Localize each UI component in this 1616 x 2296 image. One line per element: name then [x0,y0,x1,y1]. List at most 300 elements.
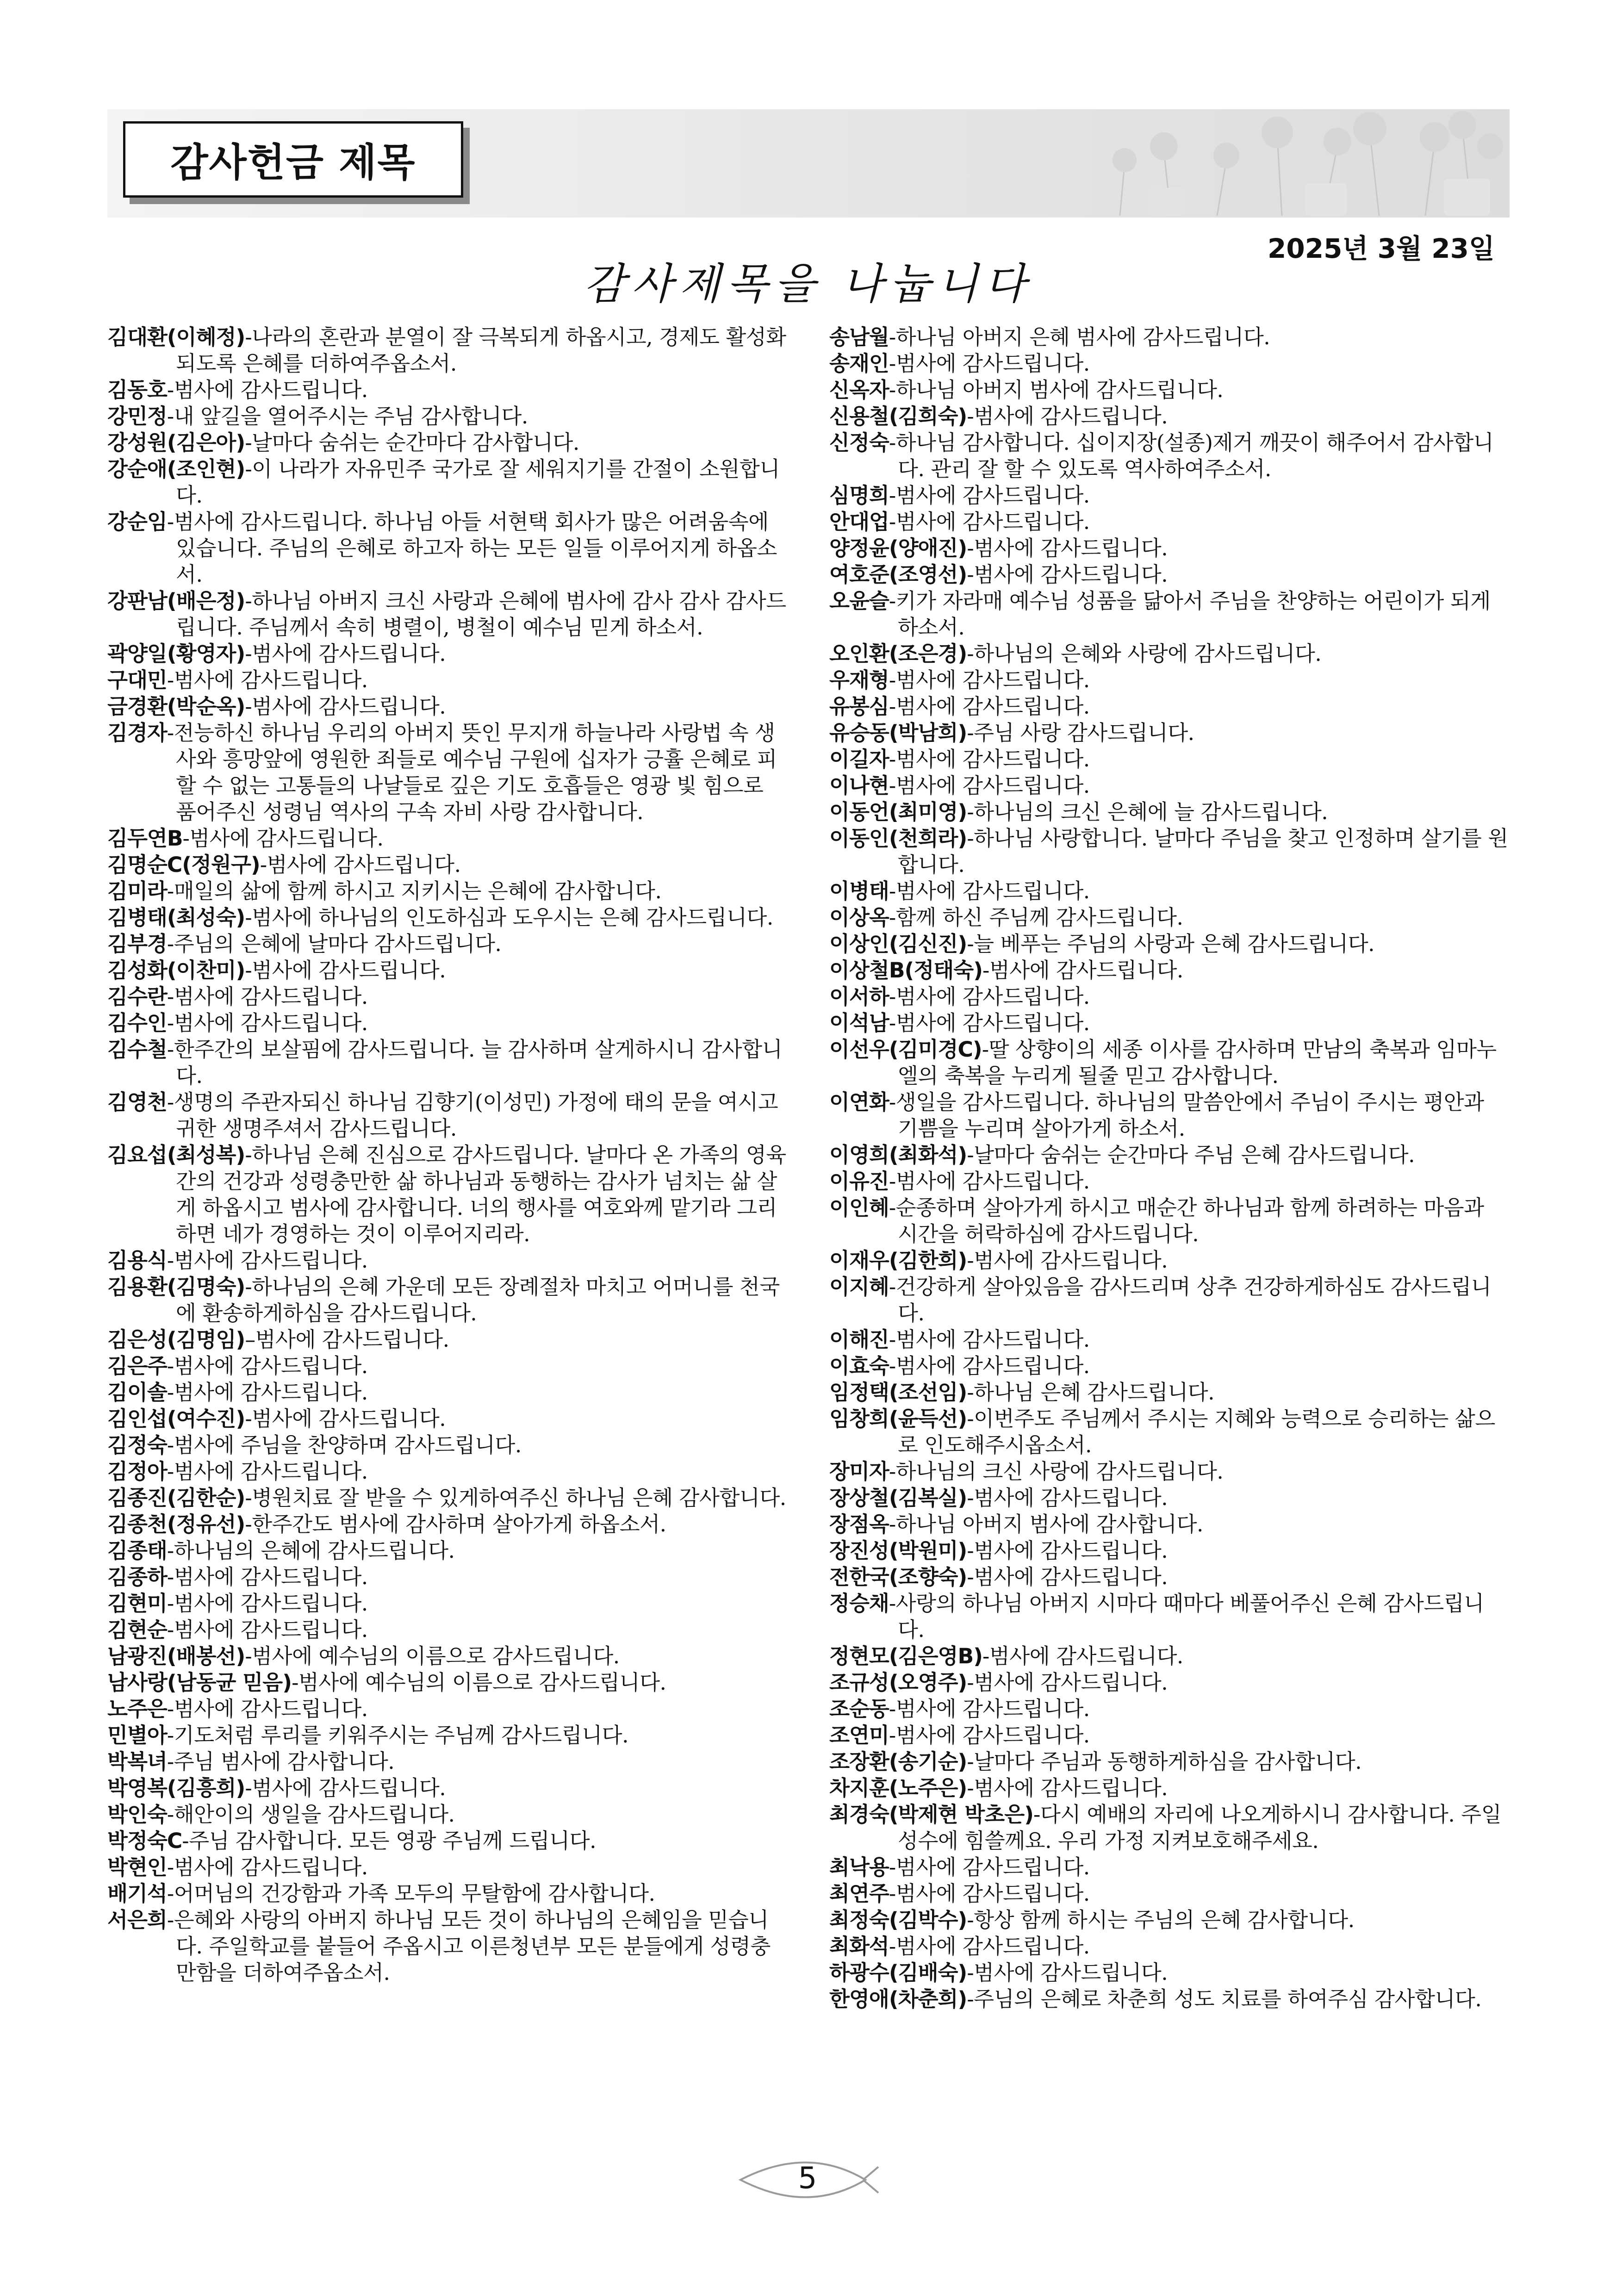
thanksgiving-text: -하나님 감사합니다. 십이지장(설종)제거 깨끗이 해주어서 감사합니다. 관리 잘 할 수 있도록 역사하여주소서. [889,430,1494,481]
thanksgiving-text: -범사에 감사드립니다. [967,404,1168,429]
donor-name: 박인숙 [107,1802,167,1827]
donor-name: 장진성(박원미) [829,1538,967,1563]
thanksgiving-text: -하나님의 은혜 가운데 모든 장례절차 마치고 어머니를 천국에 환송하게하심을 감사드립니다. [176,1275,780,1325]
thanksgiving-text: -범사에 감사드립니다. [889,1881,1090,1906]
thanksgiving-text: -딸 상향이의 세종 이사를 감사하며 만남의 축복과 임마누엘의 축복을 누리게 될줄 믿고 감사합니다. [898,1037,1497,1088]
donor-name: 김현미 [107,1591,167,1616]
donor-name: 정현모(김은영B) [829,1644,982,1668]
donor-name: 김수철 [107,1037,167,1062]
donor-name: 이효숙 [829,1354,889,1378]
thanksgiving-entry [107,667,788,693]
thanksgiving-text: -범사에 감사드립니다. [245,1406,446,1431]
thanksgiving-entry [829,1458,1510,1485]
thanksgiving-text: -범사에 감사드립니다. [260,852,461,877]
thanksgiving-entry [829,904,1510,931]
donor-name: 조규성(오영주) [829,1670,967,1695]
section-title: 감사헌금 제목 [170,140,416,185]
thanksgiving-text: -범사에 감사드립니다. [889,1011,1090,1035]
thanksgiving-entry [829,561,1510,588]
thanksgiving-text: -주님 사랑 감사드립니다. [967,721,1194,745]
donor-name: 김용식 [107,1248,167,1273]
donor-name: 조순동 [829,1697,889,1721]
thanksgiving-entry [829,1247,1510,1274]
donor-name: 민별아 [107,1723,167,1748]
thanksgiving-entry [107,983,788,1010]
donor-name: 김용환(김명숙) [107,1275,245,1299]
thanksgiving-entry [107,1485,788,1511]
thanksgiving-entry [829,535,1510,561]
thanksgiving-entry [829,772,1510,799]
thanksgiving-text: -한주간의 보살핌에 감사드립니다. 늘 감사하며 살게하시니 감사합니다. [167,1037,783,1088]
donor-name: 이선우(김미경C) [829,1037,982,1062]
donor-name: 김은주 [107,1354,167,1378]
thanksgiving-entry [829,1590,1510,1643]
donor-name: 김인섭(여수진) [107,1406,245,1431]
thanksgiving-entry [829,1379,1510,1406]
thanksgiving-text: -범사에 감사드립니다. [167,1855,368,1879]
thanksgiving-text: -범사에 감사드립니다. [245,958,446,983]
thanksgiving-text: -은혜와 사랑의 아버지 하나님 모든 것이 하나님의 은혜임을 믿습니다. 주일학교를 붙들어 주옵시고 이른청년부 모든 분들에게 성령충만함을 더하여주옵소서. [167,1908,771,1985]
thanksgiving-entry [829,720,1510,746]
donor-name: 장미자 [829,1459,889,1484]
thanksgiving-entry [107,693,788,720]
donor-name: 이서하 [829,984,889,1009]
donor-name: 김정아 [107,1459,167,1484]
donor-name: 배기석 [107,1881,167,1906]
page-number-badge [731,2152,884,2208]
thanksgiving-text: -이번주도 주님께서 주시는 지혜와 능력으로 승리하는 삶으로 인도해주시옵소서. [898,1406,1495,1457]
donor-name: 금경환(박순옥) [107,694,245,719]
donor-name: 우재형 [829,668,889,692]
donor-name: 김성화(이찬미) [107,958,245,983]
thanksgiving-entry [107,931,788,957]
donor-name: 김요섭(최성복) [107,1143,245,1167]
thanksgiving-entry [107,904,788,931]
thanksgiving-text: -범사에 감사드립니다. [167,1248,368,1273]
donor-name: 이영희(최화석) [829,1143,967,1167]
thanksgiving-text: -날마다 숨쉬는 순간마다 주님 은혜 감사드립니다. [967,1143,1415,1167]
thanksgiving-text: -범사에 감사드립니다. [967,1960,1168,1985]
donor-name: 임정택(조선임) [829,1380,967,1405]
thanksgiving-entry [107,1406,788,1432]
donor-name: 심명희 [829,483,889,508]
donor-name: 박복녀 [107,1749,167,1774]
thanksgiving-entry [829,482,1510,509]
thanksgiving-text: -범사에 감사드립니다. [167,1380,368,1405]
donor-name: 박정숙C [107,1829,182,1853]
thanksgiving-text: -범사에 감사드립니다. 하나님 아들 서현택 회사가 많은 어려움속에 있습니다. 주님의 은혜로 하고자 하는 모든 일들 이루어지게 하옵소서. [167,510,777,587]
donor-name: 김종진(김한순) [107,1486,245,1510]
thanksgiving-text: -범사에 감사드립니다. [967,1538,1168,1563]
donor-name: 곽양일(황영자) [107,641,245,666]
thanksgiving-entry [829,983,1510,1010]
donor-name: 이연화 [829,1090,889,1114]
thanksgiving-text: -하나님의 은혜에 감사드립니다. [167,1538,455,1563]
donor-name: 조연미 [829,1723,889,1748]
donor-name: 이인혜 [829,1195,889,1220]
thanksgiving-entry [829,509,1510,535]
thanksgiving-entry [107,1590,788,1617]
flower-bouquet-illustration [1064,109,1510,218]
thanksgiving-text: -하나님 아버지 크신 사랑과 은혜에 범사에 감사 감사 감사드립니다. 주님께서 속히 병렬이, 병철이 예수님 믿게 하소서. [176,589,786,640]
donor-name: 김미라 [107,879,167,903]
thanksgiving-entry [829,1353,1510,1379]
thanksgiving-text: -범사에 감사드립니다. [167,1459,368,1484]
donor-name: 한영애(차춘희) [829,1987,967,2011]
thanksgiving-text: -주님 범사에 감사합니다. [167,1749,395,1774]
thanksgiving-text: -범사에 감사드립니다. [245,1776,446,1800]
thanksgiving-entry [829,825,1510,878]
donor-name: 이상철B(정태숙) [829,958,982,983]
thanksgiving-text: -범사에 감사드립니다. [167,1697,368,1721]
donor-name: 최낙용 [829,1855,889,1879]
thanksgiving-entry [107,1142,788,1247]
page-subtitle: 감사제목을 나눕니다 [584,259,1032,309]
thanksgiving-entry [829,1089,1510,1142]
donor-name: 오인환(조은경) [829,641,967,666]
donor-name: 임창희(윤득선) [829,1406,967,1431]
thanksgiving-text: -하나님 은혜 감사드립니다. [967,1380,1215,1405]
thanksgiving-entry [107,852,788,878]
donor-name: 여호준(조영선) [829,562,967,587]
donor-name: 김현순 [107,1618,167,1642]
thanksgiving-text: -하나님 은혜 진심으로 감사드립니다. 날마다 온 가족의 영육간의 건강과 성령충만한 삶 하나님과 동행하는 감사가 넘치는 삶 살게 하옵시고 범사에 감사합니다. 너의 행사를 여호와께 맡기라 그리하면 네가 경영하는 것이 이루어지리라. [176,1143,786,1246]
donor-name: 노주은 [107,1697,167,1721]
donor-name: 최연주 [829,1881,889,1906]
thanksgiving-entry [829,878,1510,904]
thanksgiving-entry [107,1801,788,1828]
thanksgiving-text: -주님의 은혜에 날마다 감사드립니다. [167,932,502,956]
thanksgiving-entry [107,1617,788,1643]
donor-name: 장점옥 [829,1512,889,1537]
thanksgiving-entry [107,1036,788,1089]
thanksgiving-text: -이 나라가 자유민주 국가로 잘 세워지기를 간절이 소원합니다. [176,457,780,508]
thanksgiving-entry [107,324,788,377]
thanksgiving-entry [829,1880,1510,1907]
thanksgiving-text: -범사에 감사드립니다. [967,1565,1168,1589]
donor-name: 오윤슬 [829,589,889,613]
thanksgiving-entry [829,1195,1510,1247]
donor-name: 이지혜 [829,1275,889,1299]
thanksgiving-text: -함께 하신 주님께 감사드립니다. [889,905,1183,930]
thanksgiving-entry [829,1643,1510,1669]
thanksgiving-text: -기도처럼 루리를 키워주시는 주님께 감사드립니다. [167,1723,629,1748]
thanksgiving-entry [107,720,788,825]
donor-name: 김종천(정유선) [107,1512,245,1537]
thanksgiving-text: -범사에 하나님의 인도하심과 도우시는 은혜 감사드립니다. [245,905,773,930]
section-title-box [123,121,463,198]
donor-name: 김경자 [107,721,167,745]
thanksgiving-text: -범사에 감사드립니다. [889,984,1090,1009]
thanksgiving-entry [107,1696,788,1722]
thanksgiving-entry [829,1722,1510,1748]
thanksgiving-text: -하나님 아버지 범사에 감사드립니다. [889,378,1224,402]
thanksgiving-entry [829,377,1510,403]
thanksgiving-text: -다시 예배의 자리에 나오게하시니 감사합니다. 주일 성수에 힘쓸께요. 우리 가정 지켜보호해주세요. [898,1802,1502,1853]
thanksgiving-text: -범사에 감사드립니다. [167,1011,368,1035]
donor-name: 구대민 [107,668,167,692]
thanksgiving-text: -범사에 감사드립니다. [167,1354,368,1378]
donor-name: 최경숙(박제현 박초은) [829,1802,1034,1827]
thanksgiving-text: -하나님의 크신 은혜에 늘 감사드립니다. [967,800,1328,824]
donor-name: 김종태 [107,1538,167,1563]
thanksgiving-text: -항상 함께 하시는 주님의 은혜 감사합니다. [967,1908,1355,1932]
thanksgiving-entry [829,931,1510,957]
thanksgiving-text: -키가 자라매 예수님 성품을 닮아서 주님을 찬양하는 어린이가 되게 하소서. [889,589,1491,640]
thanksgiving-entry [107,641,788,667]
thanksgiving-text: -범사에 감사드립니다. [167,1591,368,1616]
donor-name: 강민정 [107,404,167,429]
thanksgiving-text: -범사에 감사드립니다. [967,536,1168,560]
thanksgiving-entry [829,1933,1510,1960]
thanksgiving-text: -범사에 감사드립니다. [889,1723,1090,1748]
thanksgiving-text: -범사에 감사드립니다. [889,773,1090,798]
thanksgiving-entry [829,667,1510,693]
thanksgiving-text: -어머님의 건강함과 가족 모두의 무탈함에 감사합니다. [167,1881,655,1906]
thanksgiving-entry [107,1907,788,1986]
donor-name: 김종하 [107,1565,167,1589]
donor-name: 김영천 [107,1090,167,1114]
thanksgiving-text: -매일의 삶에 함께 하시고 지키시는 은혜에 감사합니다. [167,879,662,903]
donor-name: 신옥자 [829,378,889,402]
thanksgiving-text: -범사에 감사드립니다. [967,1248,1168,1273]
thanksgiving-entry [829,1669,1510,1696]
thanksgiving-entry [829,1537,1510,1564]
donor-name: 신용철(김희숙) [829,404,967,429]
thanksgiving-entry [107,1564,788,1590]
thanksgiving-text: -범사에 감사드립니다. [889,351,1090,376]
thanksgiving-entry [829,1168,1510,1195]
thanksgiving-entry [107,878,788,904]
thanksgiving-entry [107,1828,788,1854]
donor-name: 김대환(이혜정) [107,325,245,349]
thanksgiving-entry [107,1775,788,1801]
donor-name: 이재우(김한희) [829,1248,967,1273]
thanksgiving-text: -범사에 감사드립니다. [167,1618,368,1642]
thanksgiving-text: -범사에 감사드립니다. [889,747,1090,772]
donor-name: 강순임 [107,510,167,534]
thanksgiving-entry [829,1986,1510,2012]
donor-name: 이길자 [829,747,889,772]
thanksgiving-entry [829,588,1510,641]
thanksgiving-entry [107,1669,788,1696]
donor-name: 차지훈(노주은) [829,1776,967,1800]
thanksgiving-entry [829,1326,1510,1353]
donor-name: 최화석 [829,1934,889,1959]
donor-name: 안대업 [829,510,889,534]
donor-name: 송재인 [829,351,889,376]
thanksgiving-entry [829,1960,1510,1986]
thanksgiving-entry [107,1854,788,1880]
thanksgiving-text: -하나님 사랑합니다. 날마다 주님을 찾고 인정하며 살기를 원합니다. [898,826,1508,877]
thanksgiving-text: -범사에 예수님의 이름으로 감사드립니다. [245,1644,620,1668]
donor-name: 이동인(천희라) [829,826,967,851]
donor-name: 이유진 [829,1169,889,1194]
donor-name: 김수인 [107,1011,167,1035]
thanksgiving-entry [829,693,1510,720]
donor-name: 정승채 [829,1591,889,1616]
thanksgiving-entry [829,1564,1510,1590]
thanksgiving-text: -범사에 감사드립니다. [167,1565,368,1589]
thanksgiving-text: -범사에 감사드립니다. [967,562,1168,587]
thanksgiving-entry [107,1537,788,1564]
thanksgiving-text: -범사에 감사드립니다. [889,1327,1090,1352]
donor-name: 전한국(조향숙) [829,1565,967,1589]
donor-name: 이병태 [829,879,889,903]
donor-name: 최정숙(김박수) [829,1908,967,1932]
donor-name: 김이솔 [107,1380,167,1405]
thanksgiving-entry [107,1643,788,1669]
donor-name: 송남월 [829,325,889,349]
thanksgiving-text: -범사에 감사드립니다. [889,483,1090,508]
thanksgiving-text: -하나님의 크신 사랑에 감사드립니다. [889,1459,1224,1484]
thanksgiving-entry [107,1722,788,1748]
thanksgiving-text: -한주간도 범사에 감사하며 살아가게 하옵소서. [245,1512,666,1537]
thanksgiving-entry [829,1696,1510,1722]
thanksgiving-entry [107,1326,788,1353]
thanksgiving-text: -범사에 감사드립니다. [889,1697,1090,1721]
donor-name: 김두연B [107,826,183,851]
donor-name: 하광수(김배숙) [829,1960,967,1985]
thanksgiving-text: -전능하신 하나님 우리의 아버지 뜻인 무지개 하늘나라 사랑법 속 생사와 흥망앞에 영원한 죄들로 예수님 구원에 십자가 긍휼 은혜로 피할 수 없는 고통들의 나날들로 깊은 기도 호흡들은 영광 빛 힘으로 품어주신 성령님 역사의 구속 자비 사랑 감사합니다. [167,721,777,824]
thanksgiving-entry [107,1379,788,1406]
donor-name: 양정윤(양애진) [829,536,967,560]
donor-name: 서은희 [107,1908,167,1932]
thanksgiving-text: -범사에 감사드립니다. [967,1486,1168,1510]
thanksgiving-entry [829,1010,1510,1036]
thanksgiving-entry [829,1775,1510,1801]
thanksgiving-entry [107,509,788,588]
left-column [107,324,788,1986]
thanksgiving-entry [107,1748,788,1775]
page-number: 5 [798,2161,817,2196]
donor-name: 김병태(최성숙) [107,905,245,930]
donor-name: 김부경 [107,932,167,956]
thanksgiving-entry [829,641,1510,667]
thanksgiving-entry [107,1010,788,1036]
thanksgiving-text: -생일을 감사드립니다. 하나님의 말씀안에서 주님이 주시는 평안과 기쁨을 누리며 살아가게 하소서. [889,1090,1484,1141]
donor-name: 박영복(김흥희) [107,1776,245,1800]
thanksgiving-entry [107,1511,788,1537]
thanksgiving-text: -범사에 감사드립니다. [889,1855,1090,1879]
thanksgiving-text: -범사에 감사드립니다. [982,1644,1183,1668]
thanksgiving-entry [107,1247,788,1274]
thanksgiving-text: -늘 베푸는 주님의 사랑과 은혜 감사드립니다. [967,932,1375,956]
thanksgiving-entry [107,377,788,403]
thanksgiving-text: -날마다 주님과 동행하게하심을 감사합니다. [967,1749,1362,1774]
thanksgiving-entry [829,746,1510,772]
donor-name: 조장환(송기순) [829,1749,967,1774]
thanksgiving-entry [107,1353,788,1379]
thanksgiving-text: -주님의 은혜로 차춘희 성도 치료를 하여주심 감사합니다. [967,1987,1482,2011]
thanksgiving-entry [107,588,788,641]
donor-name: 이상옥 [829,905,889,930]
thanksgiving-entry [107,1432,788,1458]
donor-name: 강판남(배은정) [107,589,245,613]
donor-name: 이석남 [829,1011,889,1035]
thanksgiving-entry [829,799,1510,825]
thanksgiving-text: -건강하게 살아있음을 감사드리며 상추 건강하게하심도 감사드립니다. [889,1275,1492,1325]
thanksgiving-entry [829,1036,1510,1089]
thanksgiving-entry [107,403,788,429]
thanksgiving-entry [829,324,1510,350]
thanksgiving-text: -범사에 감사드립니다. [167,378,368,402]
thanksgiving-text: -범사에 주님을 찬양하며 감사드립니다. [167,1433,522,1457]
thanksgiving-text: -사랑의 하나님 아버지 시마다 때마다 베풀어주신 은혜 감사드립니다. [889,1591,1484,1642]
thanksgiving-text: -범사에 감사드립니다. [889,879,1090,903]
thanksgiving-text: -해안이의 생일을 감사드립니다. [167,1802,455,1827]
thanksgiving-text: -범사에 감사드립니다. [245,694,446,719]
thanksgiving-text: -범사에 감사드립니다. [889,1354,1090,1378]
thanksgiving-entry [829,1406,1510,1458]
donor-name: 이해진 [829,1327,889,1352]
donor-name: 김정숙 [107,1433,167,1457]
donor-name: 신정숙 [829,430,889,455]
thanksgiving-text: -범사에 감사드립니다. [982,958,1183,983]
thanksgiving-text: -범사에 감사드립니다. [967,1670,1168,1695]
thanksgiving-text: -범사에 감사드립니다. [889,1169,1090,1194]
thanksgiving-text: -하나님 아버지 은혜 범사에 감사드립니다. [889,325,1270,349]
thanksgiving-entry [829,429,1510,482]
thanksgiving-entry [829,1511,1510,1537]
thanksgiving-text: -생명의 주관자되신 하나님 김향기(이성민) 가정에 태의 문을 여시고 귀한 생명주셔서 감사드립니다. [167,1090,778,1141]
donor-name: 장상철(김복실) [829,1486,967,1510]
thanksgiving-text: -범사에 감사드립니다. [889,1934,1090,1959]
donor-name: 남광진(배봉선) [107,1644,245,1668]
thanksgiving-entry [829,1907,1510,1933]
thanksgiving-entry [107,429,788,456]
thanksgiving-text: -범사에 감사드립니다. [889,668,1090,692]
donor-name: 유봉심 [829,694,889,719]
thanksgiving-text: -하나님 아버지 범사에 감사합니다. [889,1512,1203,1537]
thanksgiving-text: –범사에 감사드립니다. [245,1327,449,1352]
right-column [829,324,1510,2012]
thanksgiving-text: -주님 감사합니다. 모든 영광 주님께 드립니다. [182,1829,597,1853]
donor-name: 강순애(조인현) [107,457,245,481]
thanksgiving-entry [829,1485,1510,1511]
thanksgiving-text: -범사에 감사드립니다. [245,641,446,666]
thanksgiving-text: -범사에 예수님의 이름으로 감사드립니다. [292,1670,666,1695]
thanksgiving-text: -범사에 감사드립니다. [167,984,368,1009]
donor-name: 김동호 [107,378,167,402]
thanksgiving-text: -범사에 감사드립니다. [967,1776,1168,1800]
donor-name: 강성원(김은아) [107,430,245,455]
thanksgiving-entry [829,1801,1510,1854]
donor-name: 김수란 [107,984,167,1009]
thanksgiving-text: -범사에 감사드립니다. [167,668,368,692]
thanksgiving-entry [107,825,788,852]
thanksgiving-text: -범사에 감사드립니다. [182,826,384,851]
thanksgiving-entry [829,1854,1510,1880]
issue-date: 2025년 3월 23일 [1268,233,1495,264]
thanksgiving-entry [829,1748,1510,1775]
thanksgiving-text: -내 앞길을 열어주시는 주님 감사합니다. [167,404,528,429]
thanksgiving-entry [829,403,1510,429]
thanksgiving-entry [107,1880,788,1907]
thanksgiving-entry [107,1089,788,1142]
thanksgiving-entry [829,1142,1510,1168]
thanksgiving-text: -범사에 감사드립니다. [889,510,1090,534]
thanksgiving-entry [829,1274,1510,1326]
donor-name: 이나현 [829,773,889,798]
donor-name: 박현인 [107,1855,167,1879]
thanksgiving-text: -범사에 감사드립니다. [889,694,1090,719]
donor-name: 유승동(박남희) [829,721,967,745]
thanksgiving-text: -순종하며 살아가게 하시고 매순간 하나님과 함께 하려하는 마음과 시간을 허락하심에 감사드립니다. [889,1195,1484,1246]
thanksgiving-text: -하나님의 은혜와 사랑에 감사드립니다. [967,641,1322,666]
thanksgiving-text: -날마다 숨쉬는 순간마다 감사합니다. [245,430,579,455]
thanksgiving-text: -나라의 혼란과 분열이 잘 극복되게 하옵시고, 경제도 활성화되도록 은혜를 더하여주옵소서. [176,325,786,376]
